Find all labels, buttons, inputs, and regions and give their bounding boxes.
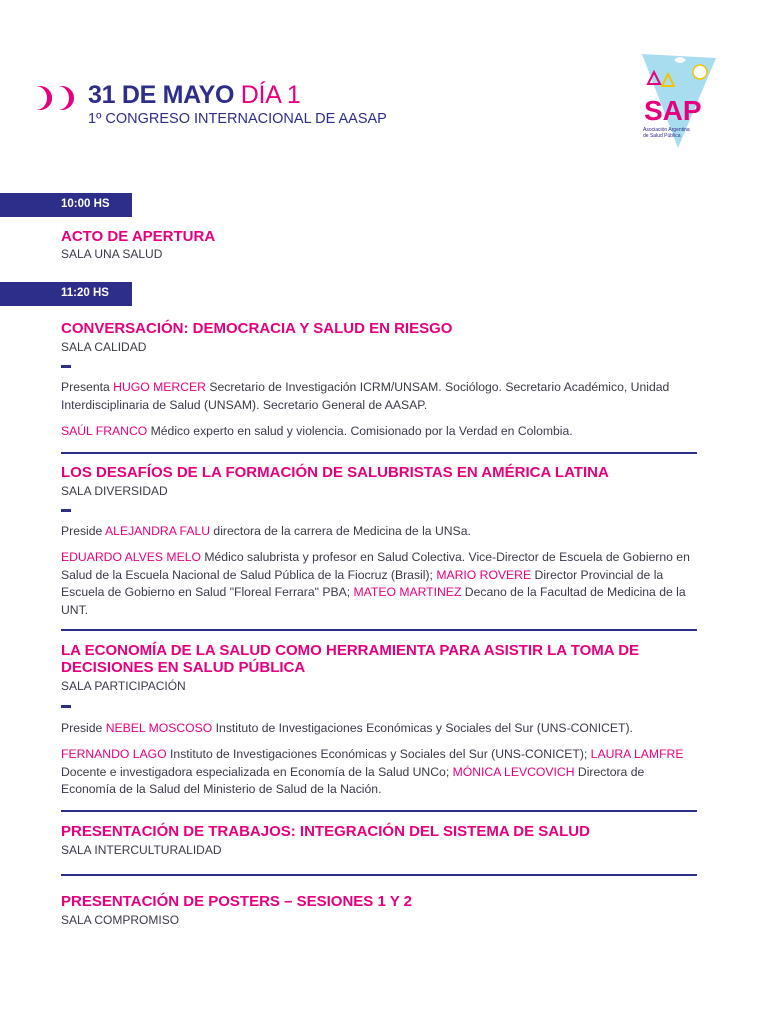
time-label: 11:20 HS	[61, 287, 109, 299]
divider-dash	[61, 509, 71, 512]
session-title: ACTO DE APERTURA	[61, 228, 216, 245]
congress-subtitle: 1º CONGRESO INTERNACIONAL DE AASAP	[88, 111, 387, 127]
aasap-logo	[640, 52, 718, 152]
decorative-brackets-icon	[34, 84, 78, 112]
time-slot-bar	[0, 193, 132, 217]
speaker-name: NEBEL MOSCOSO	[105, 721, 213, 735]
speaker-name: SAÚL FRANCO	[61, 424, 148, 438]
speaker-name: ALEJANDRA FALU	[105, 524, 211, 538]
speaker-name: LAURA LAMFRE	[590, 747, 684, 761]
page-title	[88, 81, 300, 110]
speaker-paragraph: SAÚL FRANCO Médico experto en salud y violencia. Comisionado por la Verdad en Colombia.	[61, 424, 573, 438]
section-divider	[61, 629, 697, 631]
session-room: SALA PARTICIPACIÓN	[61, 679, 186, 693]
session-room: SALA COMPROMISO	[61, 913, 180, 927]
day-label: DÍA 1	[240, 81, 301, 109]
session-room: SALA DIVERSIDAD	[61, 484, 168, 498]
speaker-paragraph: Presenta HUGO MERCER Secretario de Investigación ICRM/UNSAM. Sociólogo. Secretario Académico, Unidad Interdisciplinaria de Salud (UNSAM). Secretario General de AASAP.	[61, 380, 670, 412]
svg-text:de Salud Pública: de Salud Pública	[643, 133, 681, 139]
section-divider	[61, 874, 697, 876]
section-divider	[61, 810, 697, 812]
speaker-paragraph: Preside NEBEL MOSCOSO Instituto de Investigaciones Económicas y Sociales del Sur (UNS-CONICET).	[61, 721, 633, 735]
speaker-name: EDUARDO ALVES MELO	[61, 550, 201, 564]
divider-dash	[61, 705, 71, 708]
time-label: 10:00 HS	[61, 198, 110, 210]
session-title: CONVERSACIÓN: DEMOCRACIA Y SALUD EN RIESGO	[61, 320, 453, 337]
svg-text:Asociación Argentina: Asociación Argentina	[643, 127, 690, 133]
speaker-name: MARIO ROVERE	[436, 567, 532, 582]
speaker-name: MÓNICA LEVCOVICH	[452, 764, 575, 779]
speaker-paragraph: Preside ALEJANDRA FALU directora de la carrera de Medicina de la UNSa.	[61, 524, 471, 538]
logo-text: SAP	[644, 95, 702, 126]
session-room: SALA CALIDAD	[61, 340, 147, 354]
section-divider	[61, 452, 697, 454]
session-room: SALA UNA SALUD	[61, 247, 163, 261]
speaker-name: FERNANDO LAGO	[61, 747, 167, 761]
session-title: LA ECONOMÍA DE LA SALUD COMO HERRAMIENTA PARA ASISTIR LA TOMA DE DECISIONES EN SALUD PÚBLICA	[61, 642, 640, 676]
speaker-paragraph: FERNANDO LAGO Instituto de Investigaciones Económicas y Sociales del Sur (UNS-CONICET); LAURA LAMFRE Docente e investigadora especializada en Economía de la Salud UNCo; MÓNICA LEVCOVICH Directora de Economía de la Salud del Ministerio de Salud de la Nación.	[61, 747, 684, 796]
date-text: 31 DE MAYO	[88, 81, 235, 109]
session-title: LOS DESAFÍOS DE LA FORMACIÓN DE SALUBRISTAS EN AMÉRICA LATINA	[61, 464, 609, 481]
session-title: PRESENTACIÓN DE TRABAJOS: INTEGRACIÓN DEL SISTEMA DE SALUD	[61, 823, 590, 840]
speaker-paragraph: EDUARDO ALVES MELO Médico salubrista y profesor en Salud Colectiva. Vice-Director de Escuela de Gobierno en Salud de la Escuela Nacional de Salud Pública de la Fiocruz (Brasil); MARIO ROVERE Director Provincial de la Escuela de Gobierno en Salud "Floreal Ferrara" PBA; MATEO MARTINEZ Decano de la Facultad de Medicina de la UNT.	[61, 550, 690, 617]
time-slot-bar	[0, 282, 132, 306]
speaker-name: HUGO MERCER	[113, 380, 206, 394]
divider-dash	[61, 365, 71, 368]
session-title: PRESENTACIÓN DE POSTERS – SESIONES 1 Y 2	[61, 893, 412, 910]
session-room: SALA INTERCULTURALIDAD	[61, 843, 222, 857]
speaker-name: MATEO MARTINEZ	[353, 585, 462, 599]
